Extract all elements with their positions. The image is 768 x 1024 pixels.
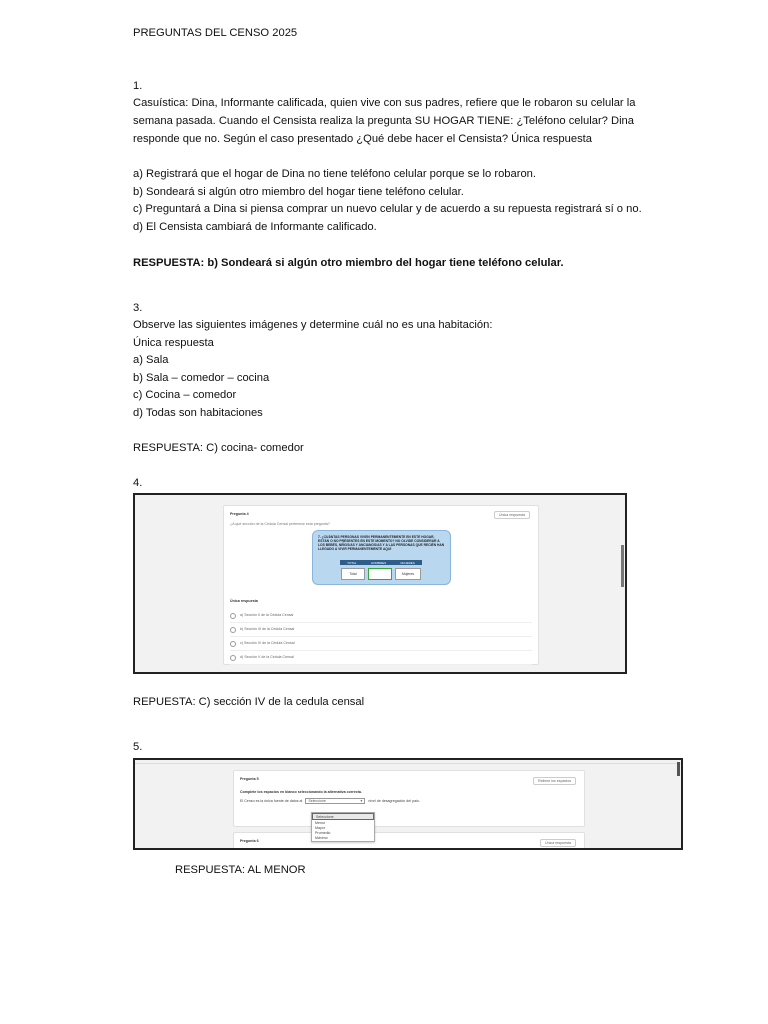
q3-number: 3. <box>133 302 143 314</box>
q1-option-d: d) El Censista cambiará de Informante calificado. <box>133 221 377 233</box>
table-cell-men <box>368 568 392 580</box>
answer-option[interactable] <box>230 651 532 665</box>
select-value: Seleccione <box>308 798 326 803</box>
q1-option-b: b) Sondeará si algún otro miembro del hogar tiene teléfono celular. <box>133 186 464 198</box>
q1-text-line: Casuística: Dina, Informante calificada, quien vive con sus padres, refiere que le robaron su celular la <box>133 97 636 109</box>
q1-option-c: c) Preguntará a Dina si piensa comprar un nuevo celular y de acuerdo a su repuesta registrará sí o no. <box>133 203 642 215</box>
question-instruction: Complete los espacios en blanco seleccionando la alternativa correcta. <box>240 790 362 794</box>
q5-screenshot <box>133 758 683 850</box>
select-dropdown-menu <box>311 812 375 842</box>
q5-answer: RESPUESTA: AL MENOR <box>175 864 306 876</box>
question-card <box>233 770 585 827</box>
question-title: Pregunta 6 <box>240 839 259 843</box>
question-title: Pregunta 4 <box>230 512 249 516</box>
table-header-total: TOTAL <box>347 560 357 565</box>
answer-type-label: Única respuesta <box>230 599 258 603</box>
question-card <box>233 832 585 850</box>
q1-text-line: responde que no. Según el caso presentado ¿Qué debe hacer el Censista? Única respuesta <box>133 133 592 145</box>
question-type-badge: Única respuesta <box>494 511 530 519</box>
question-card <box>223 505 539 665</box>
q4-number: 4. <box>133 477 143 489</box>
dropdown-option[interactable]: Menor <box>315 820 326 825</box>
answer-option-label: a) Sección II de la Cédula Censal <box>240 613 294 618</box>
q1-option-a: a) Registrará que el hogar de Dina no tiene teléfono celular porque se lo robaron. <box>133 168 537 180</box>
q4-answer: REPUESTA: C) sección IV de la cedula censal <box>133 696 365 708</box>
answer-option[interactable] <box>230 609 532 623</box>
table-cell-total: Total <box>341 568 365 580</box>
table-cell-women: Mujeres <box>395 568 421 580</box>
answer-option-label: d) Sección V de la Cédula Censal <box>240 655 294 660</box>
radio-icon[interactable] <box>230 655 236 661</box>
q3-option-c: c) Cocina – comedor <box>133 389 237 401</box>
q1-text-line: semana pasada. Cuando el Censista realiza la pregunta SU HOGAR TIENE: ¿Teléfono celular? Dina <box>133 115 635 127</box>
sentence-after: nivel de desagregación del país. <box>368 798 420 803</box>
q1-answer: RESPUESTA: b) Sondeará si algún otro miembro del hogar tiene teléfono celular. <box>133 257 564 269</box>
census-form-image-text: 7. ¿CUÁNTAS PERSONAS VIVEN PERMANENTEMENTE EN ESTE HOGAR, ESTÁN O NO PRESENTES EN ESTE MOMENTO? NO OLVIDE CONSIDERAR A LOS BEBÉS, NIÑOS/AS Y ANCIANOS/AS Y A LAS PERSONAS QUE RECIÉN HAN LLEGADO A VIVIR PERMANENTEMENTE AQUÍ <box>318 535 445 551</box>
question-title: Pregunta 5 <box>240 777 259 781</box>
census-form-image <box>312 530 451 585</box>
dropdown-option[interactable]: Mayor <box>315 825 325 830</box>
answer-option[interactable] <box>230 637 532 651</box>
q3-option-a: a) Sala <box>133 354 169 366</box>
radio-icon[interactable] <box>230 613 236 619</box>
sentence-before: El Censo es la única fuente de datos al <box>240 798 303 803</box>
chevron-down-icon: ▾ <box>360 798 363 803</box>
fill-blank-sentence <box>240 798 420 804</box>
blank-select[interactable] <box>305 798 365 804</box>
census-table-header <box>340 560 422 565</box>
question-subtitle: ¿A qué sección de la Cédula Censal pertenece esta pregunta? <box>230 522 330 526</box>
q3-option-d: d) Todas son habitaciones <box>133 407 263 419</box>
q3-answer: RESPUESTA: C) cocina- comedor <box>133 442 304 454</box>
radio-icon[interactable] <box>230 627 236 633</box>
divider <box>135 763 681 764</box>
table-header-women: MUJERES <box>400 560 415 565</box>
dropdown-option[interactable]: Promedio <box>315 831 331 836</box>
q3-text-line: Observe las siguientes imágenes y determine cuál no es una habitación: <box>133 319 493 331</box>
table-header-men: HOMBRES <box>370 560 387 565</box>
dropdown-option[interactable]: Seleccione <box>312 813 374 820</box>
dropdown-option[interactable]: Máximo <box>315 836 328 841</box>
q3-option-b: b) Sala – comedor – cocina <box>133 372 270 384</box>
question-type-badge: Única respuesta <box>540 839 576 847</box>
q3-text-line: Única respuesta <box>133 337 214 349</box>
q5-number: 5. <box>133 741 143 753</box>
answer-option-label: b) Sección III de la Cédula Censal <box>240 627 295 632</box>
radio-icon[interactable] <box>230 641 236 647</box>
q4-screenshot <box>133 493 627 674</box>
answer-option[interactable] <box>230 623 532 637</box>
scrollbar[interactable] <box>621 545 624 587</box>
question-type-badge: Rellene los espacios <box>533 777 576 785</box>
document-title: PREGUNTAS DEL CENSO 2025 <box>133 27 298 39</box>
answer-option-label: c) Sección IV de la Cédula Censal <box>240 641 295 646</box>
scrollbar[interactable] <box>677 762 680 776</box>
q1-number: 1. <box>133 80 143 92</box>
